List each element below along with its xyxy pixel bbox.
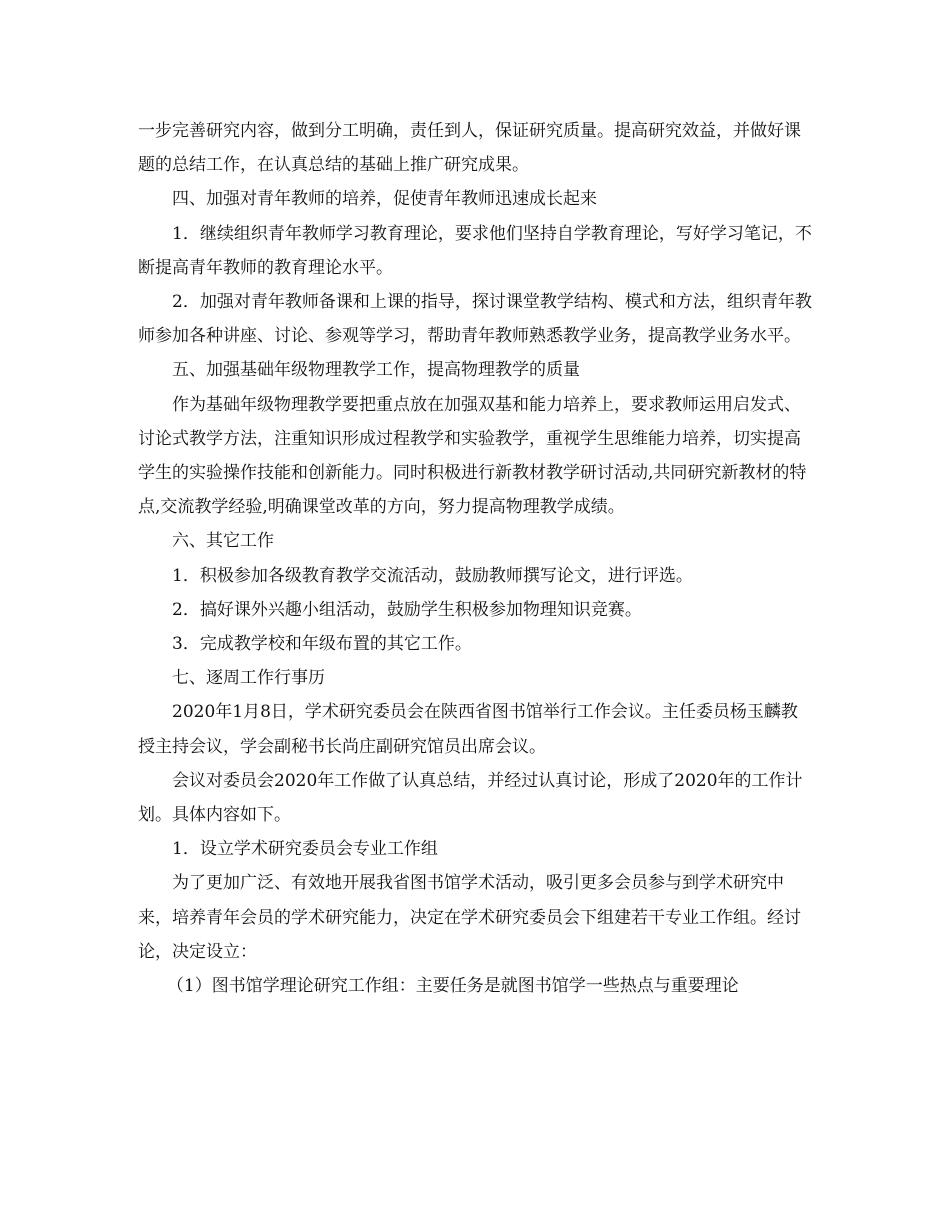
paragraph: 为了更加广泛、有效地开展我省图书馆学术活动，吸引更多会员参与到学术研究中来，培养青年会员的学术研究能力，决定在学术研究委员会下组建若干专业工作组。经讨论，决定设立： bbox=[138, 873, 801, 962]
paragraph: 2020年1月8日，学术研究委员会在陕西省图书馆举行工作会议。主任委员杨玉麟教授主持会议，学会副秘书长尚庄副研究馆员出席会议。 bbox=[138, 702, 798, 757]
list-item: 2．搞好课外兴趣小组活动，鼓励学生积极参加物理知识竞赛。 bbox=[172, 599, 642, 620]
subsection-heading: 1．设立学术研究委员会专业工作组 bbox=[172, 839, 438, 860]
section-heading-4: 四、加强对青年教师的培养，促使青年教师迅速成长起来 bbox=[172, 189, 597, 210]
list-item: 3．完成教学校和年级布置的其它工作。 bbox=[172, 634, 472, 655]
section-heading-5: 五、加强基础年级物理教学工作，提高物理教学的质量 bbox=[172, 360, 580, 381]
paragraph: 一步完善研究内容，做到分工明确，责任到人，保证研究质量。提高研究效益，并做好课题的总结工作，在认真总结的基础上推广研究成果。 bbox=[138, 121, 801, 176]
document-body bbox=[138, 114, 814, 1003]
paragraph: 会议对委员会2020年工作做了认真总结，并经过认真讨论，形成了2020年的工作计划。具体内容如下。 bbox=[138, 770, 803, 826]
section-heading-7: 七、逐周工作行事历 bbox=[172, 668, 325, 689]
paragraph: 作为基础年级物理教学要把重点放在加强双基和能力培养上，要求教师运用启发式、讨论式教学方法，注重知识形成过程教学和实验教学，重视学生思维能力培养，切实提高学生的实验操作技能和创新能力。同时积极进行新教材教学研讨活动,共同研究新教材的特点,交流教学经验,明确课堂改革的方向，努力提高物理教学成绩。 bbox=[138, 394, 807, 518]
list-item: 1．积极参加各级教育教学交流活动，鼓励教师撰写论文，进行评选。 bbox=[172, 565, 693, 586]
list-item: （1）图书馆学理论研究工作组：主要任务是就图书馆学一些热点与重要理论 bbox=[166, 976, 739, 997]
paragraph: 2．加强对青年教师备课和上课的指导，探讨课堂教学结构、模式和方法，组织青年教师参加各种讲座、讨论、参观等学习，帮助青年教师熟悉教学业务，提高教学业务水平。 bbox=[138, 292, 812, 347]
section-heading-6: 六、其它工作 bbox=[172, 531, 274, 552]
paragraph: 1．继续组织青年教师学习教育理论，要求他们坚持自学教育理论，写好学习笔记，不断提高青年教师的教育理论水平。 bbox=[138, 223, 812, 278]
